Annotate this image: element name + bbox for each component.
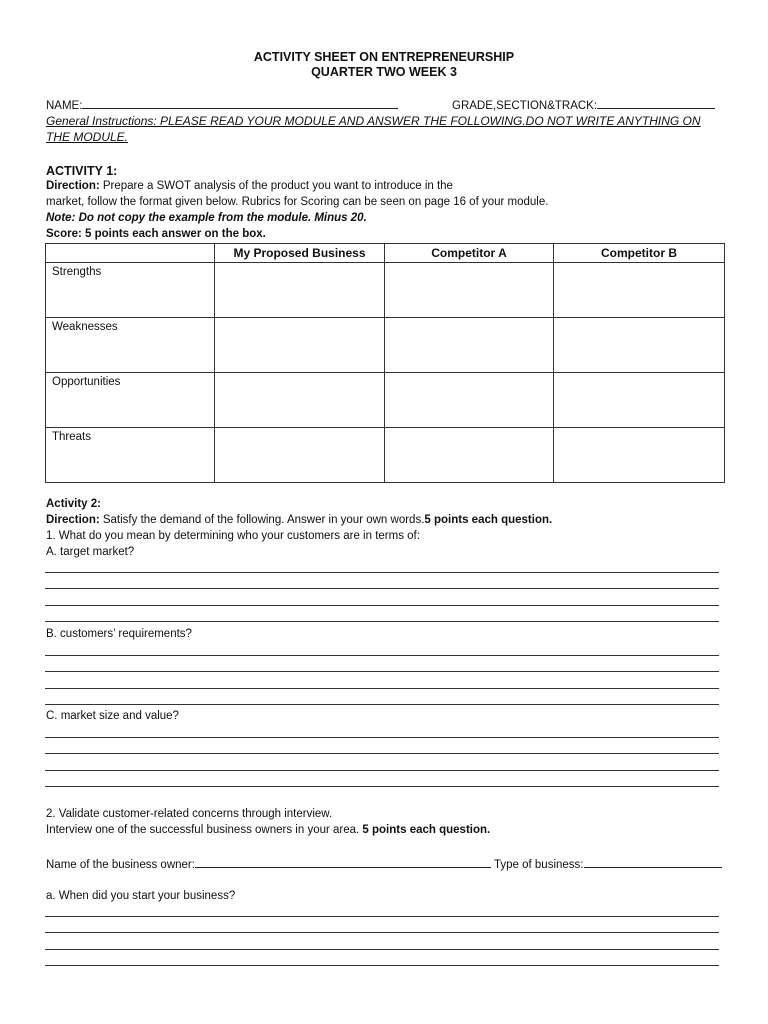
swot-col-competitor-b: Competitor B [554,244,725,263]
swot-row-strengths [46,263,725,318]
question-2-instruction [46,824,490,838]
answer-line[interactable] [45,753,719,754]
answer-line[interactable] [45,737,719,738]
question-1: 1. What do you mean by determining who your customers are in terms of: [46,530,420,542]
swot-cell[interactable] [554,373,725,428]
answer-line[interactable] [45,655,719,656]
swot-cell[interactable] [554,318,725,373]
swot-col-blank [46,244,215,263]
name-label: NAME: [46,100,83,112]
activity1-direction [46,180,453,194]
swot-row-label: Strengths [46,263,215,318]
answer-line[interactable] [45,572,719,573]
question-2-points: 5 points each question. [362,824,491,836]
question-1c: C. market size and value? [46,710,179,722]
answer-line[interactable] [45,770,719,771]
question-2-instruction-text: Interview one of the successful business owners in your area. [46,824,363,836]
sheet-subtitle: QUARTER TWO WEEK 3 [311,65,457,79]
activity1-direction-cont: market, follow the format given below. Rubrics for Scoring can be seen on page 16 of your module. [46,196,549,208]
swot-cell[interactable] [215,263,385,318]
swot-cell[interactable] [385,318,554,373]
business-type-field[interactable] [494,856,722,873]
swot-cell[interactable] [385,263,554,318]
swot-row-label: Weaknesses [46,318,215,373]
answer-line[interactable] [45,621,719,622]
activity2-points: 5 points each question. [424,514,553,526]
activity1-note: Note: Do not copy the example from the module. Minus 20. [46,212,367,224]
answer-line[interactable] [45,786,719,787]
activity2-direction-label: Direction: [46,514,100,526]
answer-line[interactable] [45,949,719,950]
activity1-heading: ACTIVITY 1: [46,164,118,178]
swot-cell[interactable] [554,263,725,318]
swot-header-row [46,244,725,263]
swot-row-label: Threats [46,428,215,483]
activity2-heading: Activity 2: [46,498,101,510]
business-owner-field[interactable] [46,856,491,873]
question-1a: A. target market? [46,546,135,558]
swot-col-my-business: My Proposed Business [215,244,385,263]
swot-cell[interactable] [215,428,385,483]
answer-line[interactable] [45,704,719,705]
question-2: 2. Validate customer-related concerns through interview. [46,808,333,820]
answer-line[interactable] [45,688,719,689]
answer-line[interactable] [45,605,719,606]
question-1b: B. customers’ requirements? [46,628,192,640]
question-2a: a. When did you start your business? [46,890,236,902]
activity1-score: Score: 5 points each answer on the box. [46,228,266,240]
swot-table [45,243,725,483]
name-blank[interactable] [82,97,398,109]
activity1-direction-label: Direction: [46,180,100,192]
swot-cell[interactable] [554,428,725,483]
business-owner-blank[interactable] [195,856,491,868]
grade-section-track-field[interactable] [452,97,715,114]
general-instructions: General Instructions: PLEASE READ YOUR MODULE AND ANSWER THE FOLLOWING.DO NOT WRITE ANYTHING ON THE MODULE. [46,114,701,144]
business-owner-label: Name of the business owner: [46,859,195,871]
swot-row-opportunities [46,373,725,428]
swot-cell[interactable] [385,373,554,428]
name-field[interactable] [46,97,398,114]
swot-col-competitor-a: Competitor A [385,244,554,263]
activity1-direction-text: Prepare a SWOT analysis of the product you want to introduce in the [99,180,453,192]
answer-line[interactable] [45,916,719,917]
answer-line[interactable] [45,671,719,672]
swot-cell[interactable] [215,318,385,373]
swot-row-threats [46,428,725,483]
answer-line[interactable] [45,588,719,589]
business-type-blank[interactable] [584,856,722,868]
swot-cell[interactable] [385,428,554,483]
swot-cell[interactable] [215,373,385,428]
answer-line[interactable] [45,965,719,966]
answer-line[interactable] [45,932,719,933]
grade-blank[interactable] [597,97,715,109]
swot-row-weaknesses [46,318,725,373]
business-type-label: Type of business: [494,859,584,871]
activity2-direction-text: Satisfy the demand of the following. Answer in your own words. [99,514,425,526]
grade-label: GRADE,SECTION&TRACK: [452,100,598,112]
swot-row-label: Opportunities [46,373,215,428]
sheet-title: ACTIVITY SHEET ON ENTREPRENEURSHIP [253,50,515,64]
activity2-direction [46,514,552,528]
